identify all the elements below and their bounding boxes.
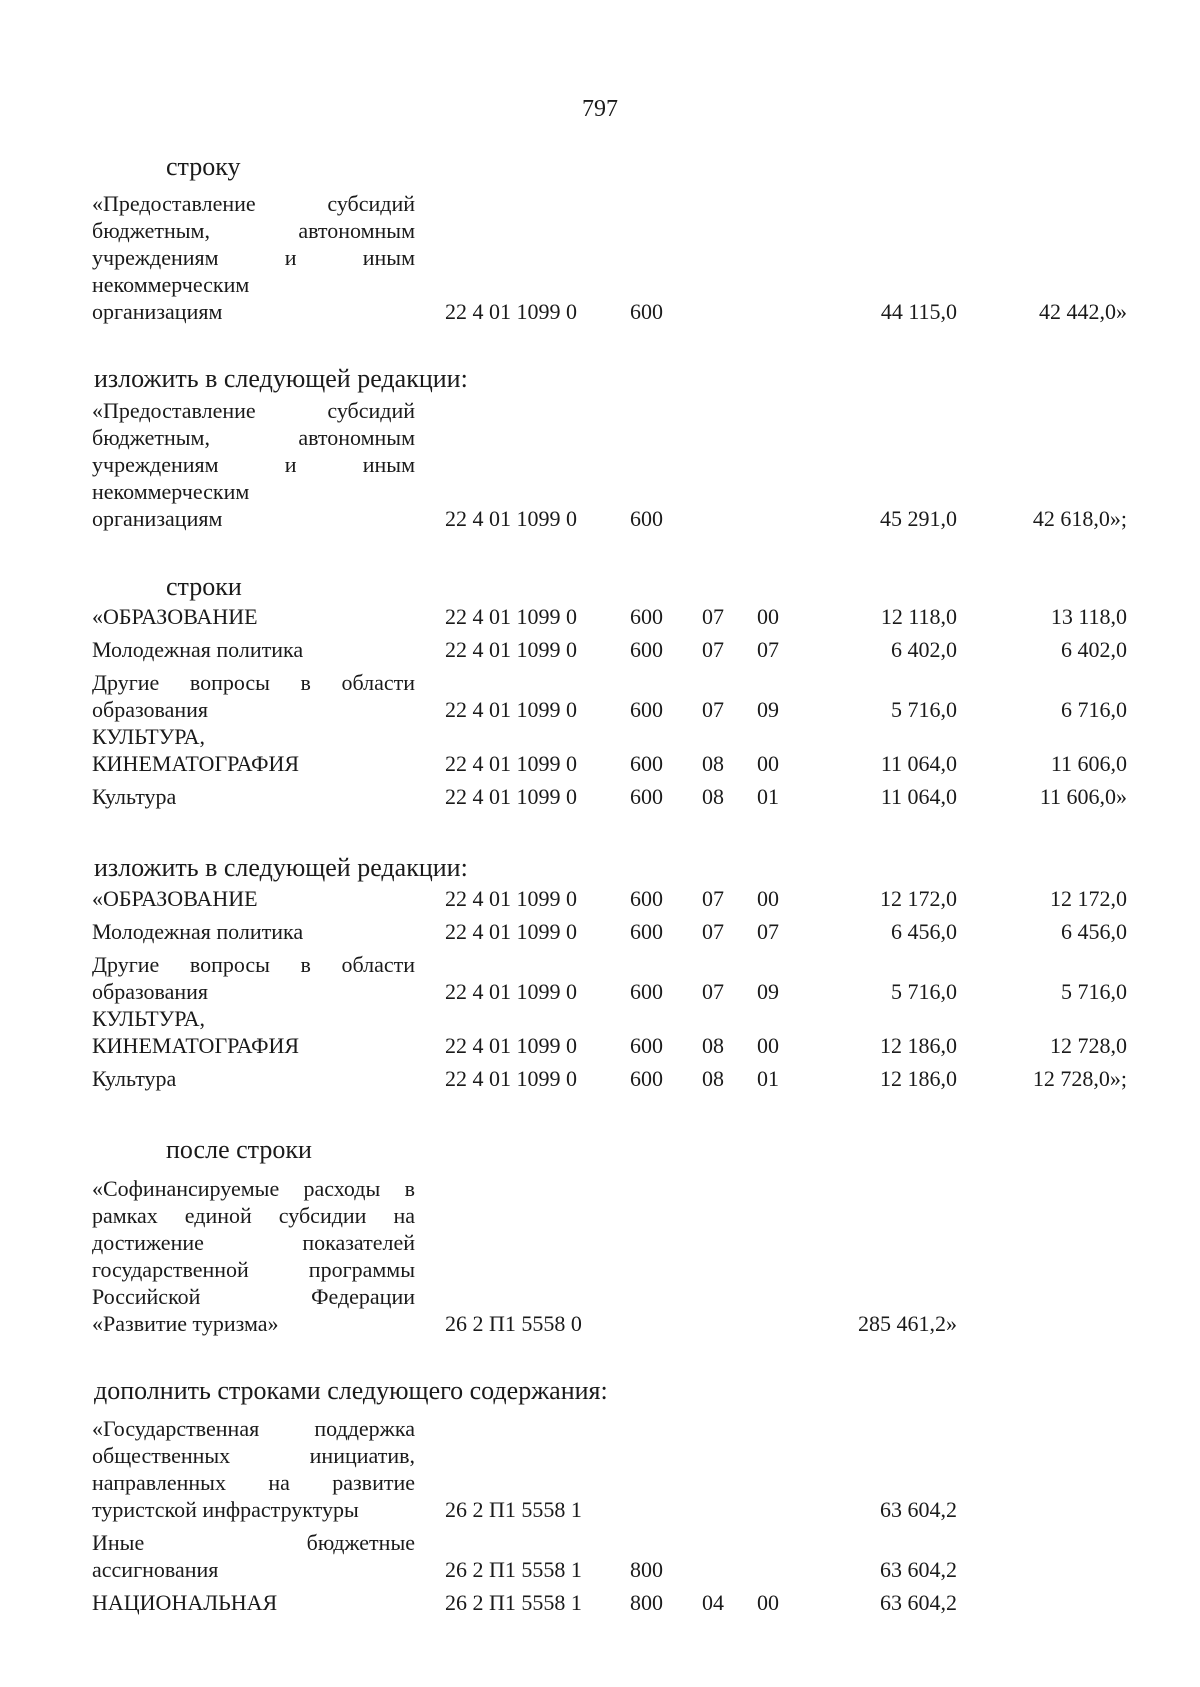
amount-year1-cell: 44 115,0 [880,299,957,324]
amount-year2-cell: 6 456,0 [1061,919,1127,944]
row-name-line: достижение показателей [92,1230,415,1255]
section-cell: 08 [702,1033,724,1058]
amount-year1-cell: 5 716,0 [891,979,957,1004]
row-name-line: Другие вопросы в области [92,670,415,695]
row-name [92,669,415,723]
subsection-cell: 00 [757,1590,779,1615]
amount-year1-cell: 6 402,0 [891,637,957,662]
subsection-cell: 00 [757,1033,779,1058]
budget-code-cell: 22 4 01 1099 0 [445,1033,577,1058]
section-cell: 07 [702,637,724,662]
row-name-line: КИНЕМАТОГРАФИЯ [92,751,300,776]
section-cell: 07 [702,604,724,629]
section-cell: 07 [702,886,724,911]
row-name-line: направленных на развитие [92,1470,415,1495]
row-name-line: Российской Федерации [92,1284,415,1309]
budget-code-cell: 22 4 01 1099 0 [445,979,577,1004]
section-lead-text: изложить в следующей редакции: [94,853,468,882]
section-cell: 08 [702,1066,724,1091]
subsection-cell: 01 [757,1066,779,1091]
row-name-line: НАЦИОНАЛЬНАЯ [92,1590,278,1615]
row-name-line: КУЛЬТУРА, [92,1006,206,1031]
section-lead-text: строку [166,152,241,181]
amount-year1-cell: 5 716,0 [891,697,957,722]
row-name [92,1415,415,1523]
budget-code-cell: 22 4 01 1099 0 [445,697,577,722]
amount-year2-cell: 5 716,0 [1061,979,1127,1004]
row-name-line: КУЛЬТУРА, [92,724,206,749]
budget-code-cell: 26 2 П1 5558 1 [445,1590,582,1615]
row-name-line: организациям [92,506,223,531]
expense-type-cell: 800 [630,1557,663,1582]
budget-code-cell: 22 4 01 1099 0 [445,1066,577,1091]
expense-type-cell: 600 [630,1066,663,1091]
budget-code-cell: 26 2 П1 5558 1 [445,1557,582,1582]
expense-type-cell: 600 [630,697,663,722]
row-name-line: Молодежная политика [92,637,304,662]
amount-year1-cell: 63 604,2 [880,1557,957,1582]
amount-year1-cell: 45 291,0 [880,506,957,531]
subsection-cell: 07 [757,919,779,944]
amount-year1-cell: 12 118,0 [880,604,957,629]
subsection-cell: 09 [757,697,779,722]
section-lead-text: после строки [166,1135,312,1164]
expense-type-cell: 600 [630,637,663,662]
page-number: 797 [582,96,618,122]
expense-type-cell: 600 [630,506,663,531]
section-cell: 07 [702,979,724,1004]
row-name-line: учреждениям и иным [92,245,415,270]
row-name-line: бюджетным, автономным [92,218,415,243]
budget-code-cell: 22 4 01 1099 0 [445,919,577,944]
row-name-line: государственной программы [92,1257,415,1282]
row-name [92,1005,415,1059]
row-name-line: ассигнования [92,1557,219,1582]
row-name-line: образования [92,697,209,722]
subsection-cell: 00 [757,886,779,911]
amount-year2-cell: 11 606,0» [1039,784,1127,809]
expense-type-cell: 600 [630,1033,663,1058]
budget-code-cell: 26 2 П1 5558 1 [445,1497,582,1522]
row-name [92,1065,415,1092]
row-name-line: «Предоставление субсидий [92,191,415,216]
budget-code-cell: 26 2 П1 5558 0 [445,1311,582,1336]
row-name-line: некоммерческим [92,479,250,504]
amount-year1-cell: 63 604,2 [880,1497,957,1522]
section-cell: 08 [702,784,724,809]
amount-year2-cell: 13 118,0 [1050,604,1127,629]
expense-type-cell: 600 [630,604,663,629]
row-name-line: образования [92,979,209,1004]
row-name [92,885,415,912]
row-name-line: организациям [92,299,223,324]
row-name-line: Другие вопросы в области [92,952,415,977]
budget-code-cell: 22 4 01 1099 0 [445,299,577,324]
row-name [92,1589,415,1616]
amount-year1-cell: 12 186,0 [880,1066,957,1091]
expense-type-cell: 600 [630,784,663,809]
subsection-cell: 01 [757,784,779,809]
row-name-line: «ОБРАЗОВАНИЕ [92,886,258,911]
row-name [92,783,415,810]
row-name-line: Культура [92,1066,177,1091]
row-name-line: туристской инфраструктуры [92,1497,359,1522]
row-name-line: общественных инициатив, [92,1443,415,1468]
row-name [92,918,415,945]
row-name [92,636,415,663]
amount-year1-cell: 285 461,2» [858,1311,957,1336]
row-name-line: «ОБРАЗОВАНИЕ [92,604,258,629]
section-cell: 07 [702,697,724,722]
amount-year2-cell: 12 728,0 [1050,1033,1127,1058]
amount-year1-cell: 12 186,0 [880,1033,957,1058]
section-cell: 08 [702,751,724,776]
row-name [92,603,415,630]
row-name [92,1175,415,1337]
budget-code-cell: 22 4 01 1099 0 [445,751,577,776]
amount-year1-cell: 6 456,0 [891,919,957,944]
expense-type-cell: 600 [630,919,663,944]
row-name-line: Молодежная политика [92,919,304,944]
amount-year2-cell: 42 618,0»; [1032,506,1127,531]
expense-type-cell: 600 [630,979,663,1004]
expense-type-cell: 600 [630,751,663,776]
row-name [92,1529,415,1583]
row-name [92,723,415,777]
amount-year2-cell: 12 728,0»; [1032,1066,1127,1091]
row-name-line: «Предоставление субсидий [92,398,415,423]
budget-code-cell: 22 4 01 1099 0 [445,784,577,809]
row-name-line: бюджетным, автономным [92,425,415,450]
section-lead-text: дополнить строками следующего содержания: [94,1376,608,1405]
amount-year1-cell: 11 064,0 [880,751,957,776]
row-name [92,397,415,532]
row-name-line: Культура [92,784,177,809]
amount-year1-cell: 63 604,2 [880,1590,957,1615]
row-name-line: КИНЕМАТОГРАФИЯ [92,1033,300,1058]
subsection-cell: 09 [757,979,779,1004]
budget-code-cell: 22 4 01 1099 0 [445,506,577,531]
amount-year2-cell: 11 606,0 [1050,751,1127,776]
amount-year2-cell: 12 172,0 [1050,886,1127,911]
expense-type-cell: 800 [630,1590,663,1615]
amount-year1-cell: 12 172,0 [880,886,957,911]
budget-code-cell: 22 4 01 1099 0 [445,604,577,629]
row-name-line: «Софинансируемые расходы в [92,1176,415,1201]
budget-code-cell: 22 4 01 1099 0 [445,886,577,911]
row-name-line: «Развитие туризма» [92,1311,279,1336]
row-name [92,190,415,325]
amount-year1-cell: 11 064,0 [880,784,957,809]
budget-code-cell: 22 4 01 1099 0 [445,637,577,662]
section-cell: 04 [702,1590,724,1615]
row-name-line: «Государственная поддержка [92,1416,415,1441]
row-name-line: учреждениям и иным [92,452,415,477]
section-cell: 07 [702,919,724,944]
expense-type-cell: 600 [630,299,663,324]
subsection-cell: 07 [757,637,779,662]
section-lead-text: строки [166,572,242,601]
section-lead-text: изложить в следующей редакции: [94,364,468,393]
row-name-line: рамках единой субсидии на [92,1203,415,1228]
row-name [92,951,415,1005]
row-name-line: Иные бюджетные [92,1530,415,1555]
amount-year2-cell: 6 402,0 [1061,637,1127,662]
amount-year2-cell: 42 442,0» [1039,299,1127,324]
row-name-line: некоммерческим [92,272,250,297]
subsection-cell: 00 [757,751,779,776]
amount-year2-cell: 6 716,0 [1061,697,1127,722]
expense-type-cell: 600 [630,886,663,911]
subsection-cell: 00 [757,604,779,629]
